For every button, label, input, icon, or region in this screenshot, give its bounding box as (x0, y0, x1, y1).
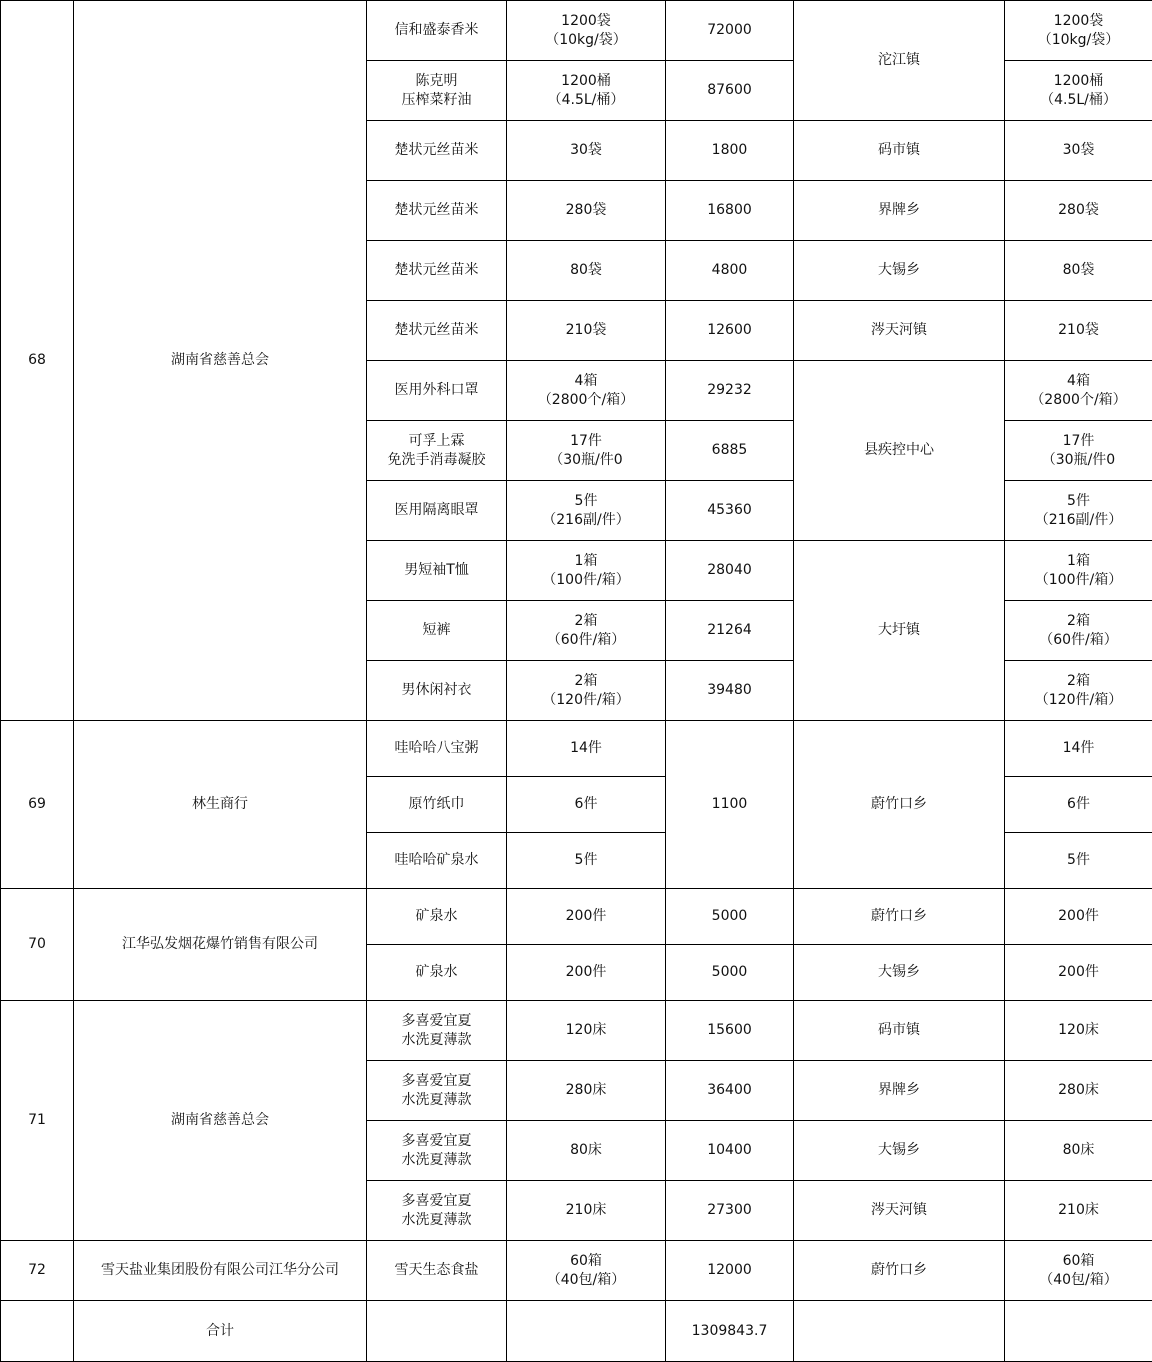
recipient-quantity: 6件 (1005, 777, 1152, 833)
table-row (1, 1, 1152, 61)
item-name: 矿泉水 (367, 945, 507, 1001)
item-value: 15600 (666, 1001, 794, 1061)
recipient-quantity: 14件 (1005, 721, 1152, 777)
donor-name: 湖南省慈善总会 (74, 1001, 367, 1241)
empty-cell (794, 1301, 1005, 1362)
item-quantity: 14件 (507, 721, 666, 777)
item-value: 27300 (666, 1181, 794, 1241)
recipient-quantity: 1箱 （100件/箱） (1005, 541, 1152, 601)
recipient: 大圩镇 (794, 541, 1005, 721)
item-quantity: 17件 （30瓶/件0 (507, 421, 666, 481)
recipient-quantity: 120床 (1005, 1001, 1152, 1061)
recipient-quantity: 2箱 （120件/箱） (1005, 661, 1152, 721)
item-name: 男短袖T恤 (367, 541, 507, 601)
recipient-quantity: 210袋 (1005, 301, 1152, 361)
item-value: 12000 (666, 1241, 794, 1301)
item-name: 可孚上霖 免洗手消毒凝胶 (367, 421, 507, 481)
item-value: 1100 (666, 721, 794, 889)
recipient: 大锡乡 (794, 1121, 1005, 1181)
serial-number: 70 (1, 889, 74, 1001)
recipient-quantity: 80床 (1005, 1121, 1152, 1181)
item-quantity: 5件 (507, 833, 666, 889)
item-name: 哇哈哈矿泉水 (367, 833, 507, 889)
item-name: 多喜爱宜夏 水洗夏薄款 (367, 1181, 507, 1241)
donor-name: 林生商行 (74, 721, 367, 889)
item-value: 39480 (666, 661, 794, 721)
recipient-quantity: 60箱 （40包/箱） (1005, 1241, 1152, 1301)
recipient-quantity: 280床 (1005, 1061, 1152, 1121)
item-name: 雪天生态食盐 (367, 1241, 507, 1301)
recipient: 界牌乡 (794, 1061, 1005, 1121)
item-quantity: 80袋 (507, 241, 666, 301)
item-quantity: 4箱 （2800个/箱） (507, 361, 666, 421)
item-quantity: 2箱 （120件/箱） (507, 661, 666, 721)
empty-cell (367, 1301, 507, 1362)
recipient-quantity: 280袋 (1005, 181, 1152, 241)
item-quantity: 60箱 （40包/箱） (507, 1241, 666, 1301)
recipient-quantity: 1200桶 （4.5L/桶） (1005, 61, 1152, 121)
item-value: 1800 (666, 121, 794, 181)
item-quantity: 1箱 （100件/箱） (507, 541, 666, 601)
table-row (1, 1241, 1152, 1301)
item-quantity: 2箱 （60件/箱） (507, 601, 666, 661)
item-value: 16800 (666, 181, 794, 241)
item-quantity: 210床 (507, 1181, 666, 1241)
total-value: 1309843.7 (666, 1301, 794, 1362)
recipient-quantity: 210床 (1005, 1181, 1152, 1241)
empty-cell (507, 1301, 666, 1362)
table-row (1, 721, 1152, 777)
item-value: 45360 (666, 481, 794, 541)
item-name: 楚状元丝苗米 (367, 301, 507, 361)
item-value: 5000 (666, 889, 794, 945)
item-quantity: 280床 (507, 1061, 666, 1121)
serial-number: 72 (1, 1241, 74, 1301)
empty-cell (1, 1301, 74, 1362)
serial-number: 71 (1, 1001, 74, 1241)
recipient: 涔天河镇 (794, 301, 1005, 361)
recipient-quantity: 1200袋 （10kg/袋） (1005, 1, 1152, 61)
item-value: 5000 (666, 945, 794, 1001)
item-name: 信和盛泰香米 (367, 1, 507, 61)
recipient: 界牌乡 (794, 181, 1005, 241)
recipient: 涔天河镇 (794, 1181, 1005, 1241)
recipient: 县疾控中心 (794, 361, 1005, 541)
item-value: 72000 (666, 1, 794, 61)
recipient: 蔚竹口乡 (794, 889, 1005, 945)
recipient-quantity: 200件 (1005, 889, 1152, 945)
recipient: 蔚竹口乡 (794, 721, 1005, 889)
item-value: 87600 (666, 61, 794, 121)
item-name: 多喜爱宜夏 水洗夏薄款 (367, 1121, 507, 1181)
recipient-quantity: 80袋 (1005, 241, 1152, 301)
item-name: 多喜爱宜夏 水洗夏薄款 (367, 1001, 507, 1061)
table-row (1, 889, 1152, 945)
item-quantity: 280袋 (507, 181, 666, 241)
recipient-quantity: 4箱 （2800个/箱） (1005, 361, 1152, 421)
item-value: 10400 (666, 1121, 794, 1181)
item-quantity: 1200袋 （10kg/袋） (507, 1, 666, 61)
item-name: 哇哈哈八宝粥 (367, 721, 507, 777)
serial-number: 68 (1, 1, 74, 721)
item-quantity: 120床 (507, 1001, 666, 1061)
item-quantity: 210袋 (507, 301, 666, 361)
item-name: 医用外科口罩 (367, 361, 507, 421)
empty-cell (1005, 1301, 1152, 1362)
item-quantity: 30袋 (507, 121, 666, 181)
item-name: 短裤 (367, 601, 507, 661)
recipient-quantity: 2箱 （60件/箱） (1005, 601, 1152, 661)
item-value: 4800 (666, 241, 794, 301)
recipient-quantity: 30袋 (1005, 121, 1152, 181)
item-name: 楚状元丝苗米 (367, 121, 507, 181)
total-row (1, 1301, 1152, 1362)
recipient-quantity: 17件 （30瓶/件0 (1005, 421, 1152, 481)
item-name: 男休闲衬衣 (367, 661, 507, 721)
recipient: 码市镇 (794, 1001, 1005, 1061)
recipient-quantity: 5件 （216副/件） (1005, 481, 1152, 541)
item-name: 原竹纸巾 (367, 777, 507, 833)
item-quantity: 200件 (507, 945, 666, 1001)
item-value: 36400 (666, 1061, 794, 1121)
recipient: 大锡乡 (794, 945, 1005, 1001)
item-name: 医用隔离眼罩 (367, 481, 507, 541)
recipient: 码市镇 (794, 121, 1005, 181)
item-value: 21264 (666, 601, 794, 661)
item-value: 29232 (666, 361, 794, 421)
recipient: 沱江镇 (794, 1, 1005, 121)
item-quantity: 6件 (507, 777, 666, 833)
item-name: 多喜爱宜夏 水洗夏薄款 (367, 1061, 507, 1121)
donor-name: 江华弘发烟花爆竹销售有限公司 (74, 889, 367, 1001)
item-value: 12600 (666, 301, 794, 361)
item-value: 28040 (666, 541, 794, 601)
donor-name: 雪天盐业集团股份有限公司江华分公司 (74, 1241, 367, 1301)
item-name: 楚状元丝苗米 (367, 241, 507, 301)
recipient-quantity: 5件 (1005, 833, 1152, 889)
item-name: 矿泉水 (367, 889, 507, 945)
donor-name: 湖南省慈善总会 (74, 1, 367, 721)
item-name: 陈克明 压榨菜籽油 (367, 61, 507, 121)
recipient-quantity: 200件 (1005, 945, 1152, 1001)
serial-number: 69 (1, 721, 74, 889)
item-value: 6885 (666, 421, 794, 481)
item-quantity: 80床 (507, 1121, 666, 1181)
table-row (1, 1001, 1152, 1061)
item-quantity: 200件 (507, 889, 666, 945)
recipient: 大锡乡 (794, 241, 1005, 301)
item-quantity: 5件 （216副/件） (507, 481, 666, 541)
recipient: 蔚竹口乡 (794, 1241, 1005, 1301)
item-quantity: 1200桶 （4.5L/桶） (507, 61, 666, 121)
total-label: 合计 (74, 1301, 367, 1362)
item-name: 楚状元丝苗米 (367, 181, 507, 241)
